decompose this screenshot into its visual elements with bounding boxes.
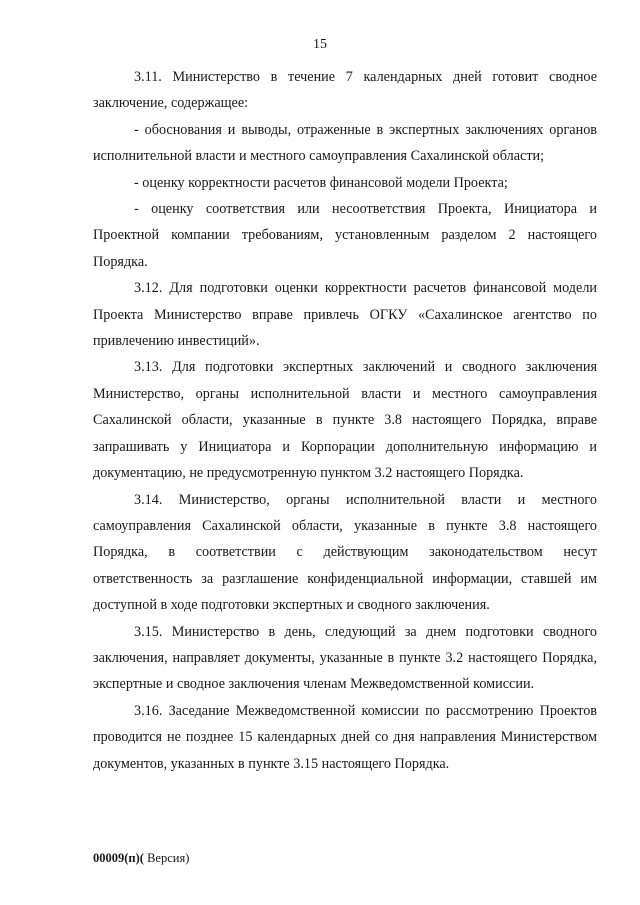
paragraph-3-15: 3.15. Министерство в день, следующий за днем подготовки сводного заключения, направляет документы, указанные в пункте 3.2 настоящего Порядка, экспертные и сводное заключения членам Межведомственной комиссии.: [93, 623, 597, 693]
list-item-justifications: - обоснования и выводы, отраженные в экспертных заключениях органов исполнительной власти и местного самоуправления Сахалинской области;: [93, 121, 597, 165]
list-item-financial-model: - оценку корректности расчетов финансовой модели Проекта;: [134, 174, 508, 191]
paragraph-3-14: 3.14. Министерство, органы исполнительной власти и местного самоуправления Сахалинской области, указанные в пункте 3.8 настоящего Порядка, в соответствии с действующим законодательством несут ответственность за разглашение конфиденциальной информации, ставшей им доступной в ходе подготовки экспертных и сводного заключения.: [93, 491, 597, 614]
document-footer: [93, 851, 189, 866]
footer-code: 00009(п)(: [93, 851, 144, 865]
paragraph-3-12: 3.12. Для подготовки оценки корректности расчетов финансовой модели Проекта Министерство вправе привлечь ОГКУ «Сахалинское агентство по привлечению инвестиций».: [93, 280, 597, 350]
footer-version: Версия): [143, 851, 190, 865]
paragraph-3-11: 3.11. Министерство в течение 7 календарных дней готовит сводное заключение, содержащее:: [93, 69, 597, 112]
paragraph-3-16: 3.16. Заседание Межведомственной комиссии по рассмотрению Проектов проводится не позднее 15 календарных дней со дня направления Министерством документов, указанных в пункте 3.15 настоящего Порядка.: [93, 702, 597, 772]
page-number: 15: [313, 37, 327, 52]
paragraph-3-13: 3.13. Для подготовки экспертных заключений и сводного заключения Министерство, органы исполнительной власти и местного самоуправления Сахалинской области, указанные в пункте 3.8 настоящего Порядка, вправе запрашивать у Инициатора и Корпорации дополнительную информацию и документацию, не предусмотренную пунктом 3.2 настоящего Порядка.: [93, 359, 597, 482]
document-body: [93, 64, 597, 777]
list-item-compliance: - оценку соответствия или несоответствия Проекта, Инициатора и Проектной компании требованиям, установленным разделом 2 настоящего Порядка.: [93, 201, 597, 270]
